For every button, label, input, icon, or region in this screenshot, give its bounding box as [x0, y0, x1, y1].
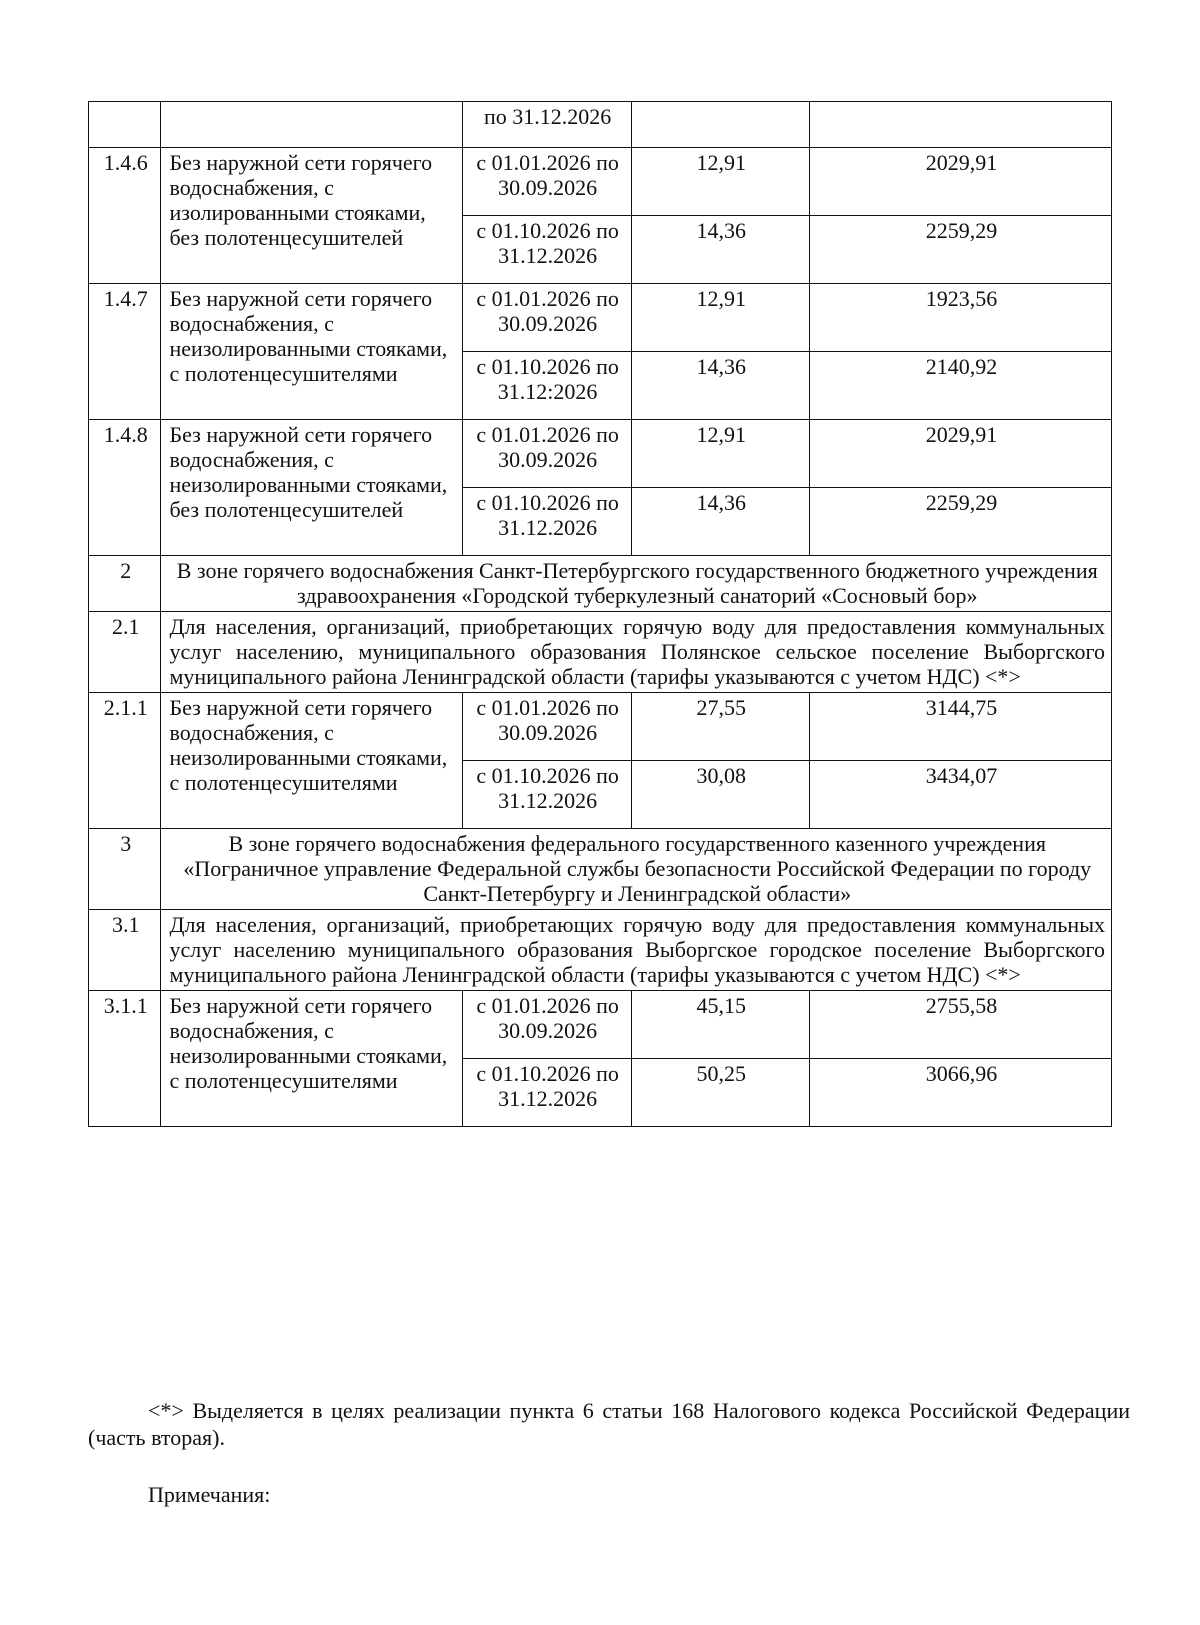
value-cell	[809, 102, 1111, 148]
subsection-text-cell: Для населения, организаций, приобретающих горячую воду для предоставления коммунальных услуг населению, муниципального образования Полянское сельское поселение Выборгского муниципального района Ленинградской области (тарифы указываются с учетом НДС) <*>	[161, 612, 1112, 693]
description-cell: Без наружной сети горячего водоснабжения, с неизолированными стояками, с полотенцесушителями	[161, 284, 462, 420]
value-cell: 2029,91	[809, 148, 1111, 216]
row-number-cell: 2.1.1	[89, 693, 161, 829]
tariff-cell: 45,15	[631, 991, 809, 1059]
period-cell: с 01.01.2026 по 30.09.2026	[462, 693, 631, 761]
period-cell: с 01.01.2026 по 30.09.2026	[462, 420, 631, 488]
row-number-cell: 3.1.1	[89, 991, 161, 1127]
tariff-cell: 14,36	[631, 216, 809, 284]
row-number-cell: 1.4.7	[89, 284, 161, 420]
value-cell: 2259,29	[809, 488, 1111, 556]
row-number-cell	[89, 102, 161, 148]
period-cell: с 01.01.2026 по 30.09.2026	[462, 991, 631, 1059]
tariff-cell: 27,55	[631, 693, 809, 761]
value-cell: 2259,29	[809, 216, 1111, 284]
row-number-cell: 1.4.6	[89, 148, 161, 284]
description-cell: Без наружной сети горячего водоснабжения, с неизолированными стояками, без полотенцесушителей	[161, 420, 462, 556]
value-cell: 2029,91	[809, 420, 1111, 488]
tariff-cell: 50,25	[631, 1059, 809, 1127]
table-row	[89, 102, 1112, 148]
period-cell: с 01.10.2026 по 31.12.2026	[462, 761, 631, 829]
period-cell: с 01.01.2026 по 30.09.2026	[462, 148, 631, 216]
tariff-cell: 30,08	[631, 761, 809, 829]
tariff-cell: 12,91	[631, 420, 809, 488]
subsection-number-cell: 2.1	[89, 612, 161, 693]
table-row	[89, 284, 1112, 352]
table-row	[89, 148, 1112, 216]
notes-heading: Примечания:	[148, 1482, 271, 1507]
subsection-text-cell: Для населения, организаций, приобретающих горячую воду для предоставления коммунальных услуг населению муниципального образования Выборгское городское поселение Выборгского муниципального района Ленинградской области (тарифы указываются с учетом НДС) <*>	[161, 910, 1112, 991]
footnote: <*> Выделяется в целях реализации пункта 6 статьи 168 Налогового кодекса Российской Федерации (часть вторая).	[88, 1398, 1130, 1450]
period-cell: с 01.01.2026 по 30.09.2026	[462, 284, 631, 352]
description-cell: Без наружной сети горячего водоснабжения, с неизолированными стояками, с полотенцесушителями	[161, 693, 462, 829]
period-cell: по 31.12.2026	[462, 102, 631, 148]
description-cell: Без наружной сети горячего водоснабжения, с изолированными стояками, без полотенцесушителей	[161, 148, 462, 284]
tariff-cell: 14,36	[631, 352, 809, 420]
table-row	[89, 420, 1112, 488]
description-cell: Без наружной сети горячего водоснабжения, с неизолированными стояками, с полотенцесушителями	[161, 991, 462, 1127]
period-cell: с 01.10.2026 по 31.12:2026	[462, 352, 631, 420]
description-cell	[161, 102, 462, 148]
period-cell: с 01.10.2026 по 31.12.2026	[462, 1059, 631, 1127]
value-cell: 2755,58	[809, 991, 1111, 1059]
period-cell: с 01.10.2026 по 31.12.2026	[462, 488, 631, 556]
subsection-row	[89, 910, 1112, 991]
subsection-row	[89, 612, 1112, 693]
section-heading-cell: В зоне горячего водоснабжения Санкт-Петербургского государственного бюджетного учреждения здравоохранения «Городской туберкулезный санаторий «Сосновый бор»	[161, 556, 1112, 612]
period-cell: с 01.10.2026 по 31.12.2026	[462, 216, 631, 284]
tariff-cell: 12,91	[631, 148, 809, 216]
section-heading-cell: В зоне горячего водоснабжения федерального государственного казенного учреждения «Пограничное управление Федеральной службы безопасности Российской Федерации по городу Санкт-Петербургу и Ленинградской области»	[161, 829, 1112, 910]
tariff-cell: 12,91	[631, 284, 809, 352]
tariff-cell: 14,36	[631, 488, 809, 556]
section-row	[89, 556, 1112, 612]
value-cell: 2140,92	[809, 352, 1111, 420]
row-number-cell: 1.4.8	[89, 420, 161, 556]
value-cell: 3434,07	[809, 761, 1111, 829]
section-number-cell: 3	[89, 829, 161, 910]
table-row	[89, 693, 1112, 761]
subsection-number-cell: 3.1	[89, 910, 161, 991]
table-row	[89, 991, 1112, 1059]
value-cell: 1923,56	[809, 284, 1111, 352]
tariff-cell	[631, 102, 809, 148]
value-cell: 3066,96	[809, 1059, 1111, 1127]
value-cell: 3144,75	[809, 693, 1111, 761]
section-number-cell: 2	[89, 556, 161, 612]
section-row	[89, 829, 1112, 910]
tariff-table	[88, 101, 1112, 1127]
